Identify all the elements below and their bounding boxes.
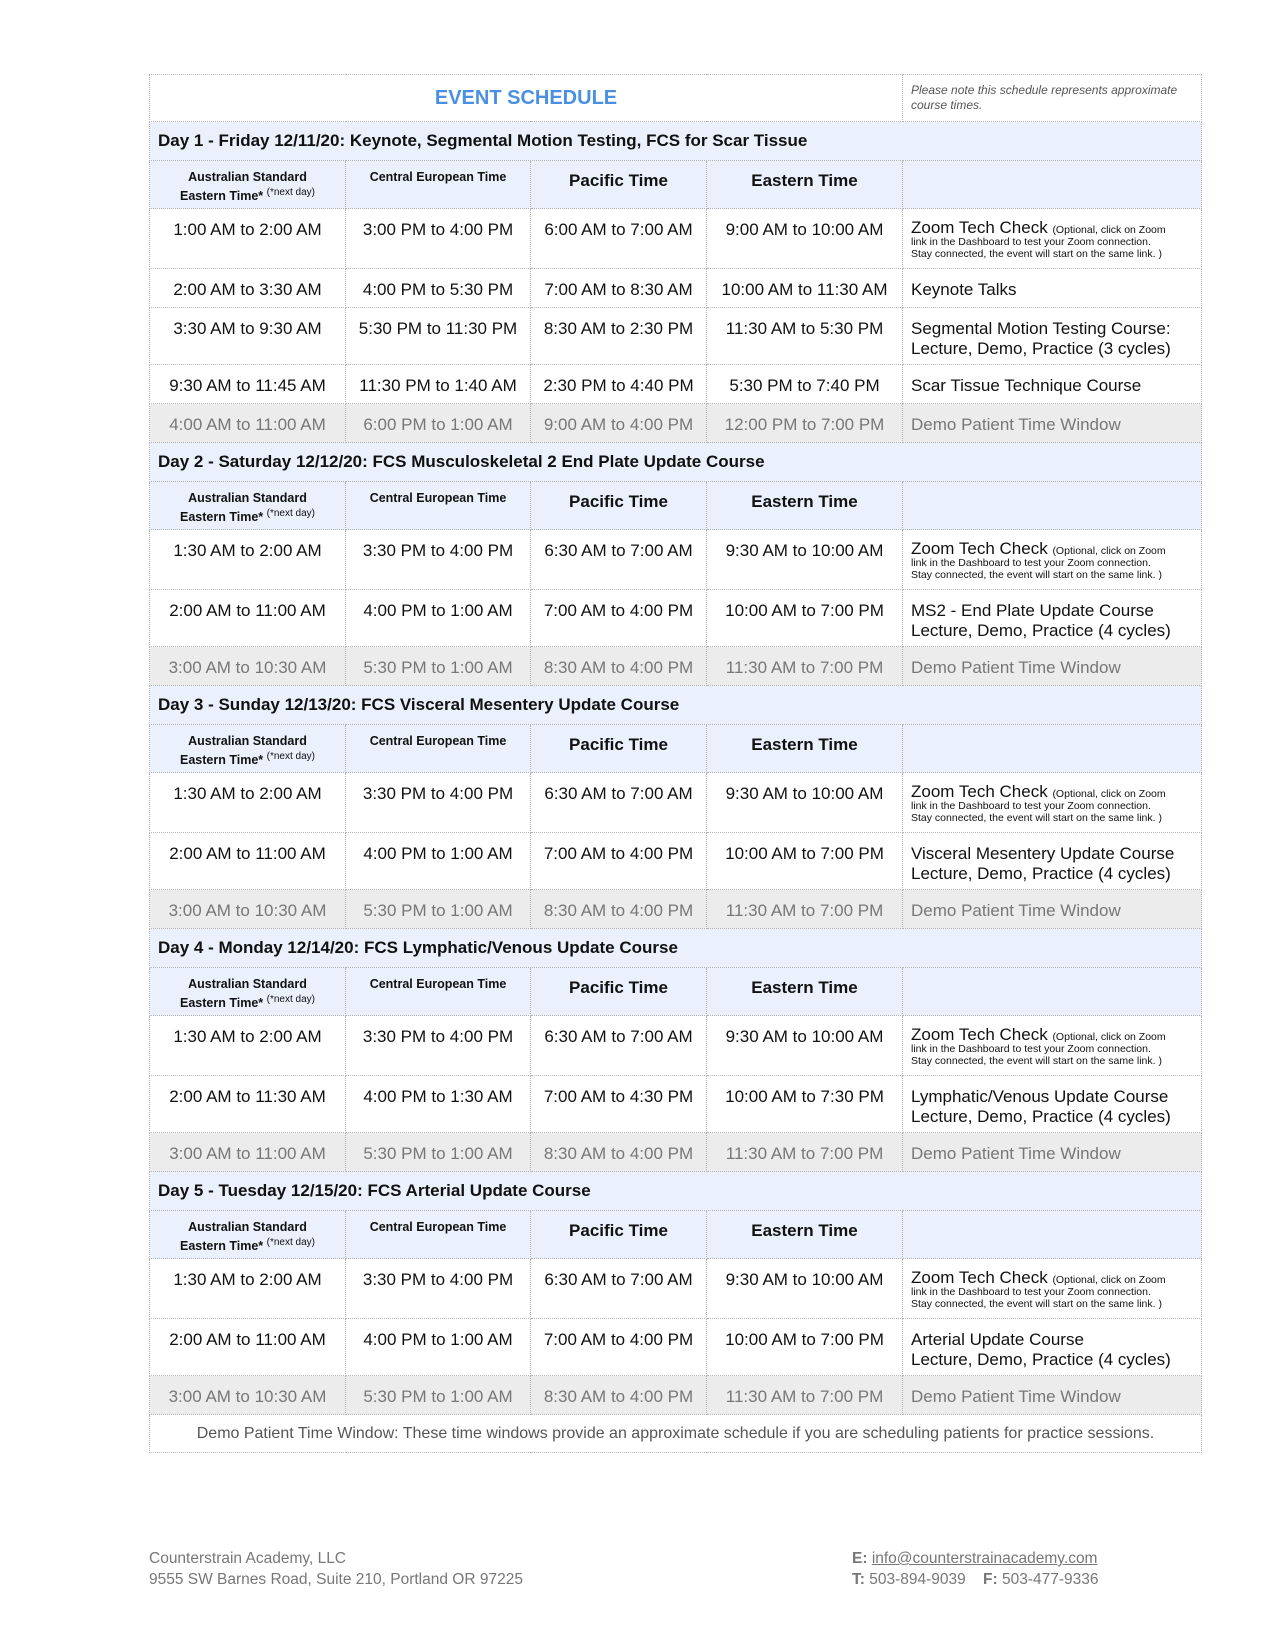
header-aest-line1: Australian Standard: [188, 734, 307, 748]
time-cell: 7:00 AM to 4:30 PM: [531, 1076, 707, 1133]
column-header-row: [150, 968, 1202, 1016]
zoom-detail-3: Stay connected, the event will start on the same link. ): [911, 248, 1162, 260]
zoom-title: Zoom Tech Check: [911, 1268, 1048, 1287]
time-cell: 9:00 AM to 10:00 AM: [707, 209, 903, 269]
header-et: [707, 161, 903, 209]
time-cell: 2:00 AM to 3:30 AM: [150, 269, 346, 308]
header-cet: [346, 161, 531, 209]
demo-window-row: [150, 890, 1202, 929]
zoom-description: [903, 773, 1202, 833]
header-cet: [346, 482, 531, 530]
zoom-title-line: [911, 220, 1195, 236]
session-row: [150, 590, 1202, 647]
time-cell: 8:30 AM to 4:00 PM: [531, 647, 707, 686]
header-aest-line1: Australian Standard: [188, 1220, 307, 1234]
time-cell: 9:30 AM to 10:00 AM: [707, 773, 903, 833]
zoom-title-line: [911, 1027, 1195, 1043]
session-subtitle: Lecture, Demo, Practice (4 cycles): [911, 621, 1171, 640]
header-aest-line1: Australian Standard: [188, 491, 307, 505]
time-cell: 2:30 PM to 4:40 PM: [531, 365, 707, 404]
time-cell: 11:30 PM to 1:40 AM: [346, 365, 531, 404]
time-cell: 2:00 AM to 11:00 AM: [150, 590, 346, 647]
zoom-detail-1: (Optional, click on Zoom: [1052, 224, 1166, 236]
zoom-detail-2: link in the Dashboard to test your Zoom connection.: [911, 1286, 1151, 1298]
session-row: [150, 1076, 1202, 1133]
session-description: [903, 590, 1202, 647]
demo-window-row: [150, 1133, 1202, 1172]
header-pt-text: Pacific Time: [569, 171, 668, 190]
time-cell: 4:00 PM to 5:30 PM: [346, 269, 531, 308]
header-aest-line2: Eastern Time*: [180, 189, 264, 204]
time-cell: 5:30 PM to 1:00 AM: [346, 1133, 531, 1172]
time-cell: 6:00 AM to 7:00 AM: [531, 209, 707, 269]
header-pt-text: Pacific Time: [569, 978, 668, 997]
time-cell: 10:00 AM to 7:00 PM: [707, 1319, 903, 1376]
header-cet-text: Central European Time: [369, 491, 507, 505]
day-title: Day 3 - Sunday 12/13/20: FCS Visceral Mesentery Update Course: [150, 686, 1202, 725]
time-cell: 6:30 AM to 7:00 AM: [531, 1259, 707, 1319]
header-et-text: Eastern Time: [751, 171, 858, 190]
session-row: [150, 269, 1202, 308]
zoom-description: [903, 1259, 1202, 1319]
day-title: Day 2 - Saturday 12/12/20: FCS Musculoskeletal 2 End Plate Update Course: [150, 443, 1202, 482]
session-title: Lymphatic/Venous Update Course: [911, 1087, 1169, 1106]
day-header-row: [150, 122, 1202, 161]
header-description: [903, 482, 1202, 530]
column-header-row: [150, 482, 1202, 530]
demo-label: Demo Patient Time Window: [903, 1376, 1202, 1415]
day-title: Day 1 - Friday 12/11/20: Keynote, Segmental Motion Testing, FCS for Scar Tissue: [150, 122, 1202, 161]
day-header-row: [150, 929, 1202, 968]
time-cell: 3:00 PM to 4:00 PM: [346, 209, 531, 269]
header-aest: [150, 1211, 346, 1259]
time-cell: 11:30 AM to 7:00 PM: [707, 890, 903, 929]
header-pt: [531, 161, 707, 209]
zoom-check-row: [150, 209, 1202, 269]
header-pt-text: Pacific Time: [569, 492, 668, 511]
event-schedule-table: [149, 74, 1202, 1453]
time-cell: 3:30 PM to 4:00 PM: [346, 1259, 531, 1319]
fax-number: 503-477-9336: [1001, 1571, 1099, 1588]
time-cell: 5:30 PM to 1:00 AM: [346, 647, 531, 686]
column-header-row: [150, 725, 1202, 773]
header-pt-text: Pacific Time: [569, 1221, 668, 1240]
header-cet-text: Central European Time: [369, 977, 507, 991]
fax-label: F:: [983, 1571, 998, 1588]
time-cell: 8:30 AM to 4:00 PM: [531, 890, 707, 929]
time-cell: 4:00 PM to 1:30 AM: [346, 1076, 531, 1133]
header-aest-line1: Australian Standard: [188, 170, 307, 184]
time-cell: 7:00 AM to 4:00 PM: [531, 1319, 707, 1376]
session-title: Visceral Mesentery Update Course: [911, 844, 1175, 863]
session-title: Segmental Motion Testing Course:: [911, 319, 1171, 338]
zoom-description: [903, 530, 1202, 590]
session-title: Scar Tissue Technique Course: [911, 376, 1142, 395]
session-title: Keynote Talks: [911, 280, 1017, 299]
header-aest-line2: Eastern Time*: [180, 753, 264, 768]
time-cell: 6:30 AM to 7:00 AM: [531, 773, 707, 833]
zoom-title-line: [911, 1270, 1195, 1286]
header-description: [903, 1211, 1202, 1259]
phone-label: T:: [852, 1571, 865, 1588]
day-header-row: [150, 443, 1202, 482]
phone-number: 503-894-9039: [869, 1571, 966, 1588]
zoom-detail-1: (Optional, click on Zoom: [1052, 788, 1166, 800]
header-aest-text: [150, 1211, 345, 1254]
header-aest-note: (*next day): [266, 751, 315, 762]
footer-company: Counterstrain Academy, LLC: [149, 1550, 347, 1567]
time-cell: 6:30 AM to 7:00 AM: [531, 1016, 707, 1076]
header-cet-text: Central European Time: [369, 170, 507, 184]
time-cell: 3:00 AM to 10:30 AM: [150, 647, 346, 686]
header-aest: [150, 968, 346, 1016]
zoom-check-row: [150, 1016, 1202, 1076]
time-cell: 4:00 PM to 1:00 AM: [346, 590, 531, 647]
header-description: [903, 968, 1202, 1016]
time-cell: 5:30 PM to 1:00 AM: [346, 890, 531, 929]
time-cell: 10:00 AM to 7:00 PM: [707, 590, 903, 647]
page-title: EVENT SCHEDULE: [150, 75, 903, 122]
zoom-detail-2: link in the Dashboard to test your Zoom connection.: [911, 800, 1151, 812]
time-cell: 1:00 AM to 2:00 AM: [150, 209, 346, 269]
session-row: [150, 308, 1202, 365]
header-aest-text: [150, 968, 345, 1011]
zoom-detail-1: (Optional, click on Zoom: [1052, 1031, 1166, 1043]
time-cell: 4:00 PM to 1:00 AM: [346, 833, 531, 890]
session-row: [150, 1319, 1202, 1376]
zoom-title: Zoom Tech Check: [911, 1025, 1048, 1044]
zoom-detail-2: link in the Dashboard to test your Zoom connection.: [911, 557, 1151, 569]
time-cell: 3:30 PM to 4:00 PM: [346, 773, 531, 833]
time-cell: 7:00 AM to 8:30 AM: [531, 269, 707, 308]
time-cell: 5:30 PM to 7:40 PM: [707, 365, 903, 404]
session-description: [903, 1319, 1202, 1376]
footnote: Demo Patient Time Window: These time windows provide an approximate schedule if you are scheduling patients for practice sessions.: [150, 1415, 1202, 1453]
header-aest: [150, 482, 346, 530]
time-cell: 3:00 AM to 10:30 AM: [150, 1376, 346, 1415]
header-et-text: Eastern Time: [751, 735, 858, 754]
header-aest-note: (*next day): [266, 994, 315, 1005]
header-cet: [346, 725, 531, 773]
schedule-note: Please note this schedule represents approximate course times.: [903, 75, 1202, 122]
session-row: [150, 833, 1202, 890]
demo-label: Demo Patient Time Window: [903, 647, 1202, 686]
footer-contact-block: [852, 1548, 1098, 1590]
day-title: Day 5 - Tuesday 12/15/20: FCS Arterial Update Course: [150, 1172, 1202, 1211]
time-cell: 11:30 AM to 7:00 PM: [707, 1133, 903, 1172]
session-description: [903, 1076, 1202, 1133]
column-header-row: [150, 1211, 1202, 1259]
email-label: E:: [852, 1550, 868, 1567]
header-cet: [346, 968, 531, 1016]
session-subtitle: Lecture, Demo, Practice (3 cycles): [911, 339, 1171, 358]
header-aest-line2: Eastern Time*: [180, 1239, 264, 1254]
time-cell: 2:00 AM to 11:00 AM: [150, 833, 346, 890]
zoom-detail-2: link in the Dashboard to test your Zoom connection.: [911, 1043, 1151, 1055]
header-et-text: Eastern Time: [751, 492, 858, 511]
time-cell: 11:30 AM to 7:00 PM: [707, 647, 903, 686]
time-cell: 1:30 AM to 2:00 AM: [150, 1016, 346, 1076]
time-cell: 6:00 PM to 1:00 AM: [346, 404, 531, 443]
time-cell: 3:00 AM to 11:00 AM: [150, 1133, 346, 1172]
header-aest: [150, 725, 346, 773]
time-cell: 3:00 AM to 10:30 AM: [150, 890, 346, 929]
time-cell: 12:00 PM to 7:00 PM: [707, 404, 903, 443]
session-subtitle: Lecture, Demo, Practice (4 cycles): [911, 1350, 1171, 1369]
day-header-row: [150, 686, 1202, 725]
zoom-detail-2: link in the Dashboard to test your Zoom connection.: [911, 236, 1151, 248]
time-cell: 5:30 PM to 1:00 AM: [346, 1376, 531, 1415]
time-cell: 10:00 AM to 11:30 AM: [707, 269, 903, 308]
header-et-text: Eastern Time: [751, 978, 858, 997]
time-cell: 7:00 AM to 4:00 PM: [531, 590, 707, 647]
zoom-title: Zoom Tech Check: [911, 782, 1048, 801]
zoom-check-row: [150, 530, 1202, 590]
header-cet-text: Central European Time: [369, 734, 507, 748]
column-header-row: [150, 161, 1202, 209]
time-cell: 2:00 AM to 11:30 AM: [150, 1076, 346, 1133]
time-cell: 9:00 AM to 4:00 PM: [531, 404, 707, 443]
header-aest-line2: Eastern Time*: [180, 996, 264, 1011]
time-cell: 9:30 AM to 10:00 AM: [707, 1259, 903, 1319]
header-aest-line2: Eastern Time*: [180, 510, 264, 525]
time-cell: 8:30 AM to 4:00 PM: [531, 1376, 707, 1415]
header-aest-note: (*next day): [266, 187, 315, 198]
time-cell: 4:00 AM to 11:00 AM: [150, 404, 346, 443]
session-description: [903, 365, 1202, 404]
zoom-title: Zoom Tech Check: [911, 539, 1048, 558]
header-pt: [531, 1211, 707, 1259]
time-cell: 2:00 AM to 11:00 AM: [150, 1319, 346, 1376]
day-header-row: [150, 1172, 1202, 1211]
zoom-detail-3: Stay connected, the event will start on the same link. ): [911, 812, 1162, 824]
header-aest-text: [150, 482, 345, 525]
zoom-title-line: [911, 784, 1195, 800]
time-cell: 10:00 AM to 7:30 PM: [707, 1076, 903, 1133]
zoom-detail-1: (Optional, click on Zoom: [1052, 545, 1166, 557]
time-cell: 3:30 AM to 9:30 AM: [150, 308, 346, 365]
header-cet: [346, 1211, 531, 1259]
header-aest-text: [150, 161, 345, 204]
time-cell: 6:30 AM to 7:00 AM: [531, 530, 707, 590]
header-et: [707, 1211, 903, 1259]
time-cell: 8:30 AM to 4:00 PM: [531, 1133, 707, 1172]
zoom-check-row: [150, 1259, 1202, 1319]
time-cell: 4:00 PM to 1:00 AM: [346, 1319, 531, 1376]
demo-window-row: [150, 1376, 1202, 1415]
header-description: [903, 725, 1202, 773]
session-description: [903, 308, 1202, 365]
zoom-title-line: [911, 541, 1195, 557]
zoom-detail-1: (Optional, click on Zoom: [1052, 1274, 1166, 1286]
time-cell: 7:00 AM to 4:00 PM: [531, 833, 707, 890]
header-aest-note: (*next day): [266, 1237, 315, 1248]
time-cell: 3:30 PM to 4:00 PM: [346, 1016, 531, 1076]
header-aest-text: [150, 725, 345, 768]
time-cell: 11:30 AM to 7:00 PM: [707, 1376, 903, 1415]
demo-label: Demo Patient Time Window: [903, 404, 1202, 443]
day-title: Day 4 - Monday 12/14/20: FCS Lymphatic/Venous Update Course: [150, 929, 1202, 968]
footer-address: 9555 SW Barnes Road, Suite 210, Portland OR 97225: [149, 1571, 523, 1588]
header-et-text: Eastern Time: [751, 1221, 858, 1240]
zoom-title: Zoom Tech Check: [911, 218, 1048, 237]
demo-label: Demo Patient Time Window: [903, 1133, 1202, 1172]
zoom-detail-3: Stay connected, the event will start on the same link. ): [911, 1298, 1162, 1310]
header-pt: [531, 482, 707, 530]
header-aest-line1: Australian Standard: [188, 977, 307, 991]
zoom-description: [903, 1016, 1202, 1076]
session-description: [903, 269, 1202, 308]
footer-company-block: [149, 1548, 523, 1590]
zoom-detail-3: Stay connected, the event will start on the same link. ): [911, 1055, 1162, 1067]
session-description: [903, 833, 1202, 890]
time-cell: 9:30 AM to 11:45 AM: [150, 365, 346, 404]
zoom-detail-3: Stay connected, the event will start on the same link. ): [911, 569, 1162, 581]
session-title: Arterial Update Course: [911, 1330, 1084, 1349]
header-pt-text: Pacific Time: [569, 735, 668, 754]
time-cell: 9:30 AM to 10:00 AM: [707, 530, 903, 590]
time-cell: 10:00 AM to 7:00 PM: [707, 833, 903, 890]
session-subtitle: Lecture, Demo, Practice (4 cycles): [911, 864, 1171, 883]
time-cell: 1:30 AM to 2:00 AM: [150, 773, 346, 833]
zoom-description: [903, 209, 1202, 269]
title-row: [150, 75, 1202, 122]
header-et: [707, 482, 903, 530]
session-subtitle: Lecture, Demo, Practice (4 cycles): [911, 1107, 1171, 1126]
time-cell: 11:30 AM to 5:30 PM: [707, 308, 903, 365]
demo-label: Demo Patient Time Window: [903, 890, 1202, 929]
demo-window-row: [150, 647, 1202, 686]
time-cell: 1:30 AM to 2:00 AM: [150, 1259, 346, 1319]
session-row: [150, 365, 1202, 404]
header-pt: [531, 968, 707, 1016]
zoom-check-row: [150, 773, 1202, 833]
header-et: [707, 968, 903, 1016]
time-cell: 8:30 AM to 2:30 PM: [531, 308, 707, 365]
time-cell: 3:30 PM to 4:00 PM: [346, 530, 531, 590]
header-description: [903, 161, 1202, 209]
header-pt: [531, 725, 707, 773]
header-aest: [150, 161, 346, 209]
time-cell: 1:30 AM to 2:00 AM: [150, 530, 346, 590]
header-cet-text: Central European Time: [369, 1220, 507, 1234]
demo-window-row: [150, 404, 1202, 443]
time-cell: 9:30 AM to 10:00 AM: [707, 1016, 903, 1076]
session-title: MS2 - End Plate Update Course: [911, 601, 1154, 620]
header-aest-note: (*next day): [266, 508, 315, 519]
footnote-row: [150, 1415, 1202, 1453]
header-et: [707, 725, 903, 773]
email-link[interactable]: info@counterstrainacademy.com: [871, 1550, 1098, 1567]
time-cell: 5:30 PM to 11:30 PM: [346, 308, 531, 365]
